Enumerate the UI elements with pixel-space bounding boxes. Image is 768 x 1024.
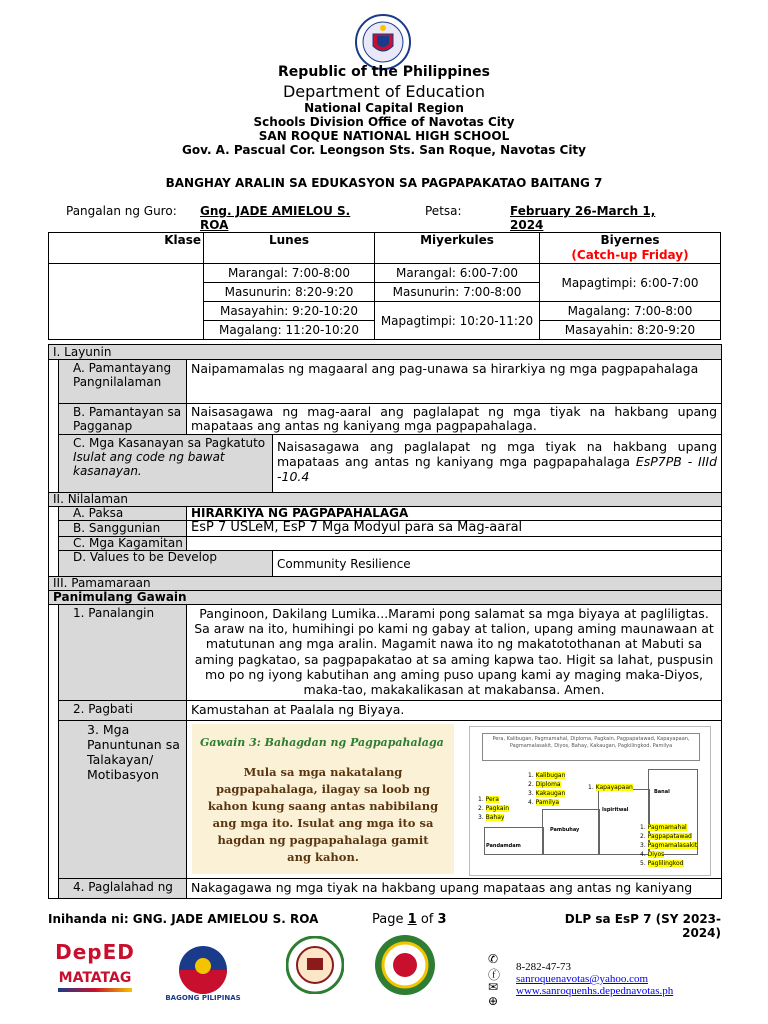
indent-cell — [49, 435, 59, 493]
dlp-table — [48, 344, 722, 899]
miyerkules-slot: Masunurin: 7:00-8:00 — [375, 283, 540, 302]
phone-icon: ✆ — [488, 952, 499, 966]
indent-cell — [49, 721, 59, 879]
paglalahad-label: 4. Paglalahad ng — [59, 879, 187, 899]
indent-cell — [49, 507, 59, 521]
biyernes-slot: Mapagtimpi: 6:00-7:00 — [540, 264, 721, 302]
panuntunan-label: 3. Mga Panuntunan sa Talakayan/ Motibasyon — [59, 721, 187, 879]
panalangin-label: 1. Panalangin — [59, 605, 187, 701]
level-label: Pandamdam — [486, 843, 521, 849]
schedule-table — [48, 232, 721, 340]
paksa-label: A. Paksa — [59, 507, 187, 521]
school-heading: SAN ROQUE NATIONAL HIGH SCHOOL — [258, 129, 510, 143]
catchup-friday: (Catch-up Friday) — [571, 248, 689, 262]
date-value: February 26-March 1, 2024 — [510, 204, 656, 232]
school-seal — [374, 934, 436, 996]
list-ispiritwal: 1. Kapayapaan — [588, 784, 633, 791]
address-heading: Gov. A. Pascual Cor. Leongson Sts. San Roque, Navotas City — [182, 143, 586, 157]
level-label: Pambuhay — [550, 827, 580, 833]
lunes-slot: Masayahin: 9:20-10:20 — [204, 302, 375, 321]
paksa-text: HIRARKIYA NG PAGPAPAHALAGA — [187, 507, 722, 521]
miyerkules-header: Miyerkules — [375, 233, 540, 264]
panimula-heading: Panimulang Gawain — [49, 591, 722, 605]
gawain-text: Mula sa mga nakatalang pagpapahalaga, ilagay sa loob ng kahon kung saang antas nabibilang ang mga ito. Isulat ang mga ito sa hagdan ng pagpapahalaga gamit ang kahon. — [207, 765, 439, 864]
division-heading: Schools Division Office of Navotas City — [253, 115, 515, 129]
b-label: B. Pamantayan sa Pagganap — [59, 404, 187, 435]
biyernes-slot: Masayahin: 8:20-9:20 — [540, 321, 721, 340]
indent-cell — [49, 879, 59, 899]
values-label: D. Values to be Develop — [59, 551, 273, 577]
a-label: A. Pamantayang Pangnilalaman — [59, 360, 187, 404]
indent-cell — [49, 360, 59, 404]
region-heading: National Capital Region — [304, 101, 464, 115]
sanggunian-label: B. Sanggunian — [59, 521, 187, 537]
dlp-footer: DLP sa EsP 7 (SY 2023-2024) — [564, 912, 721, 940]
deped-matatag-logo: DepED MATATAG — [52, 940, 138, 1010]
list-pambuhay: 1. Kalibugan 2. Diploma 3. Kakaugan 4. Pamilya — [528, 772, 566, 806]
lunes-slot: Marangal: 7:00-8:00 — [204, 264, 375, 283]
indent-cell — [49, 701, 59, 721]
paglalahad-text: Nakagagawa ng mga tiyak na hakbang upang mapataas ang antas ng kaniyang — [187, 879, 722, 899]
klase-empty — [49, 264, 204, 340]
list-pandamdam: 1. Pera 2. Pagkain 3. Bahay — [478, 796, 509, 821]
level-label: Ispiritwal — [602, 807, 629, 813]
c-code: EsP7PB - IIId -10.4 — [277, 454, 718, 484]
hierarchy-diagram — [469, 726, 711, 876]
c-label: C. Mga Kasanayan sa Pagkatuto — [73, 436, 266, 450]
panalangin-text: Panginoon, Dakilang Lumika...Marami pong salamat sa mga biyaya at pagliligtas. Sa araw na ito, humihingi po kami ng gabay at talion, upang aming maunawaan at matutunan ang mga aralin. Magamit nawa ito ng makatotothanan at Mabuti sa aming pagkatao, sa pagpapakatao at sa aming kapwa tao. Higit sa lahat, puspusin mo po ng iyong kabutihan ang aming puso upang kami ay maging maka-Diyos, maka-tao, makakalikasan at makabansa. Amen. — [187, 605, 722, 701]
date-label: Petsa: — [425, 204, 462, 218]
email-icon: ✉ — [488, 980, 499, 994]
lunes-slot: Magalang: 11:20-10:20 — [204, 321, 375, 340]
level-label: Banal — [654, 789, 670, 795]
layunin-heading: I. Layunin — [49, 345, 722, 360]
pagbati-label: 2. Pagbati — [59, 701, 187, 721]
teacher-label: Pangalan ng Guro: — [66, 204, 177, 218]
prepared-by: Inihanda ni: GNG. JADE AMIELOU S. ROA — [48, 912, 319, 926]
pamamaraan-heading: III. Pamamaraan — [49, 577, 722, 591]
plan-title: BANGHAY ARALIN SA EDUKASYON SA PAGPAPAKATAO BAITANG 7 — [165, 176, 603, 190]
biyernes-slot: Magalang: 7:00-8:00 — [540, 302, 721, 321]
c-text: Naisasagawa ang paglalapat ng mga tiyak na hakbang upang mapataas ang antas ng kaniyang mga pagpapahalaga — [277, 439, 718, 469]
biyernes-header: Biyernes (Catch-up Friday) — [540, 233, 721, 264]
klase-header: Klase — [49, 233, 204, 264]
department-heading: Department of Education — [282, 82, 486, 101]
lunes-header: Lunes — [204, 233, 375, 264]
indent-cell — [49, 521, 59, 537]
lunes-slot: Masunurin: 8:20-9:20 — [204, 283, 375, 302]
contact-website[interactable]: www.sanroquenhs.depednavotas.ph — [516, 985, 674, 997]
sanggunian-text: EsP 7 USLeM, EsP 7 Mga Modyul para sa Mag-aaral — [187, 521, 722, 537]
page-number: Page 1 of 3 — [372, 912, 447, 927]
teacher-name: Gng. JADE AMIELOU S. ROA — [200, 204, 351, 232]
globe-icon: ⊕ — [488, 994, 499, 1008]
division-seal — [286, 936, 344, 994]
contact-email[interactable]: sanroquenavotas@yahoo.com — [516, 973, 649, 985]
word-list: Pera, Kalibugan, Pagmamahal, Diploma, Pagkain, Pagpapatawad, Kapayapaan, Pagmamalasakit, Diyos, Bahay, Kakaugan, Pagkilingkod, Pamilya — [482, 733, 700, 761]
contact-phone: 8-282-47-73 — [516, 961, 571, 973]
miyerkules-slot: Mapagtimpi: 10:20-11:20 — [375, 302, 540, 340]
motibasyon-cell — [187, 721, 722, 879]
nilalaman-heading: II. Nilalaman — [49, 493, 722, 507]
kagamitan-empty — [187, 537, 722, 551]
gawain-title: Gawain 3: Bahagdan ng Pagpapahalaga — [200, 736, 444, 749]
indent-cell — [49, 551, 59, 577]
a-text: Naipamamalas ng magaaral ang pag-unawa sa hirarkiya ng mga pagpapahalaga — [187, 360, 722, 404]
gawain-card — [192, 724, 454, 874]
values-text: Community Resilience — [273, 551, 722, 577]
indent-cell — [49, 605, 59, 701]
list-banal: 1. Pagmamahal 2. Pagpapatawad 3. Pagmamalasakit 4. Diyos 5. Paglilingkod — [640, 824, 698, 867]
republic-heading: Republic of the Philippines — [278, 64, 490, 80]
b-text: Naisasagawa ng mag-aaral ang paglalapat ng mga tiyak na hakbang upang mapataas ang antas ng kaniyang mga pagpapahalaga. — [187, 404, 722, 435]
deped-seal — [355, 14, 411, 70]
facebook-icon: ⓕ — [488, 968, 501, 982]
indent-cell — [49, 404, 59, 435]
kagamitan-label: C. Mga Kagamitan — [59, 537, 187, 551]
indent-cell — [49, 537, 59, 551]
c-note: Isulat ang code ng bawat kasanayan. — [73, 450, 225, 478]
bagong-pilipinas-text: BAGONG PILIPINAS — [165, 994, 241, 1002]
miyerkules-slot: Marangal: 6:00-7:00 — [375, 264, 540, 283]
pagbati-text: Kamustahan at Paalala ng Biyaya. — [187, 701, 722, 721]
